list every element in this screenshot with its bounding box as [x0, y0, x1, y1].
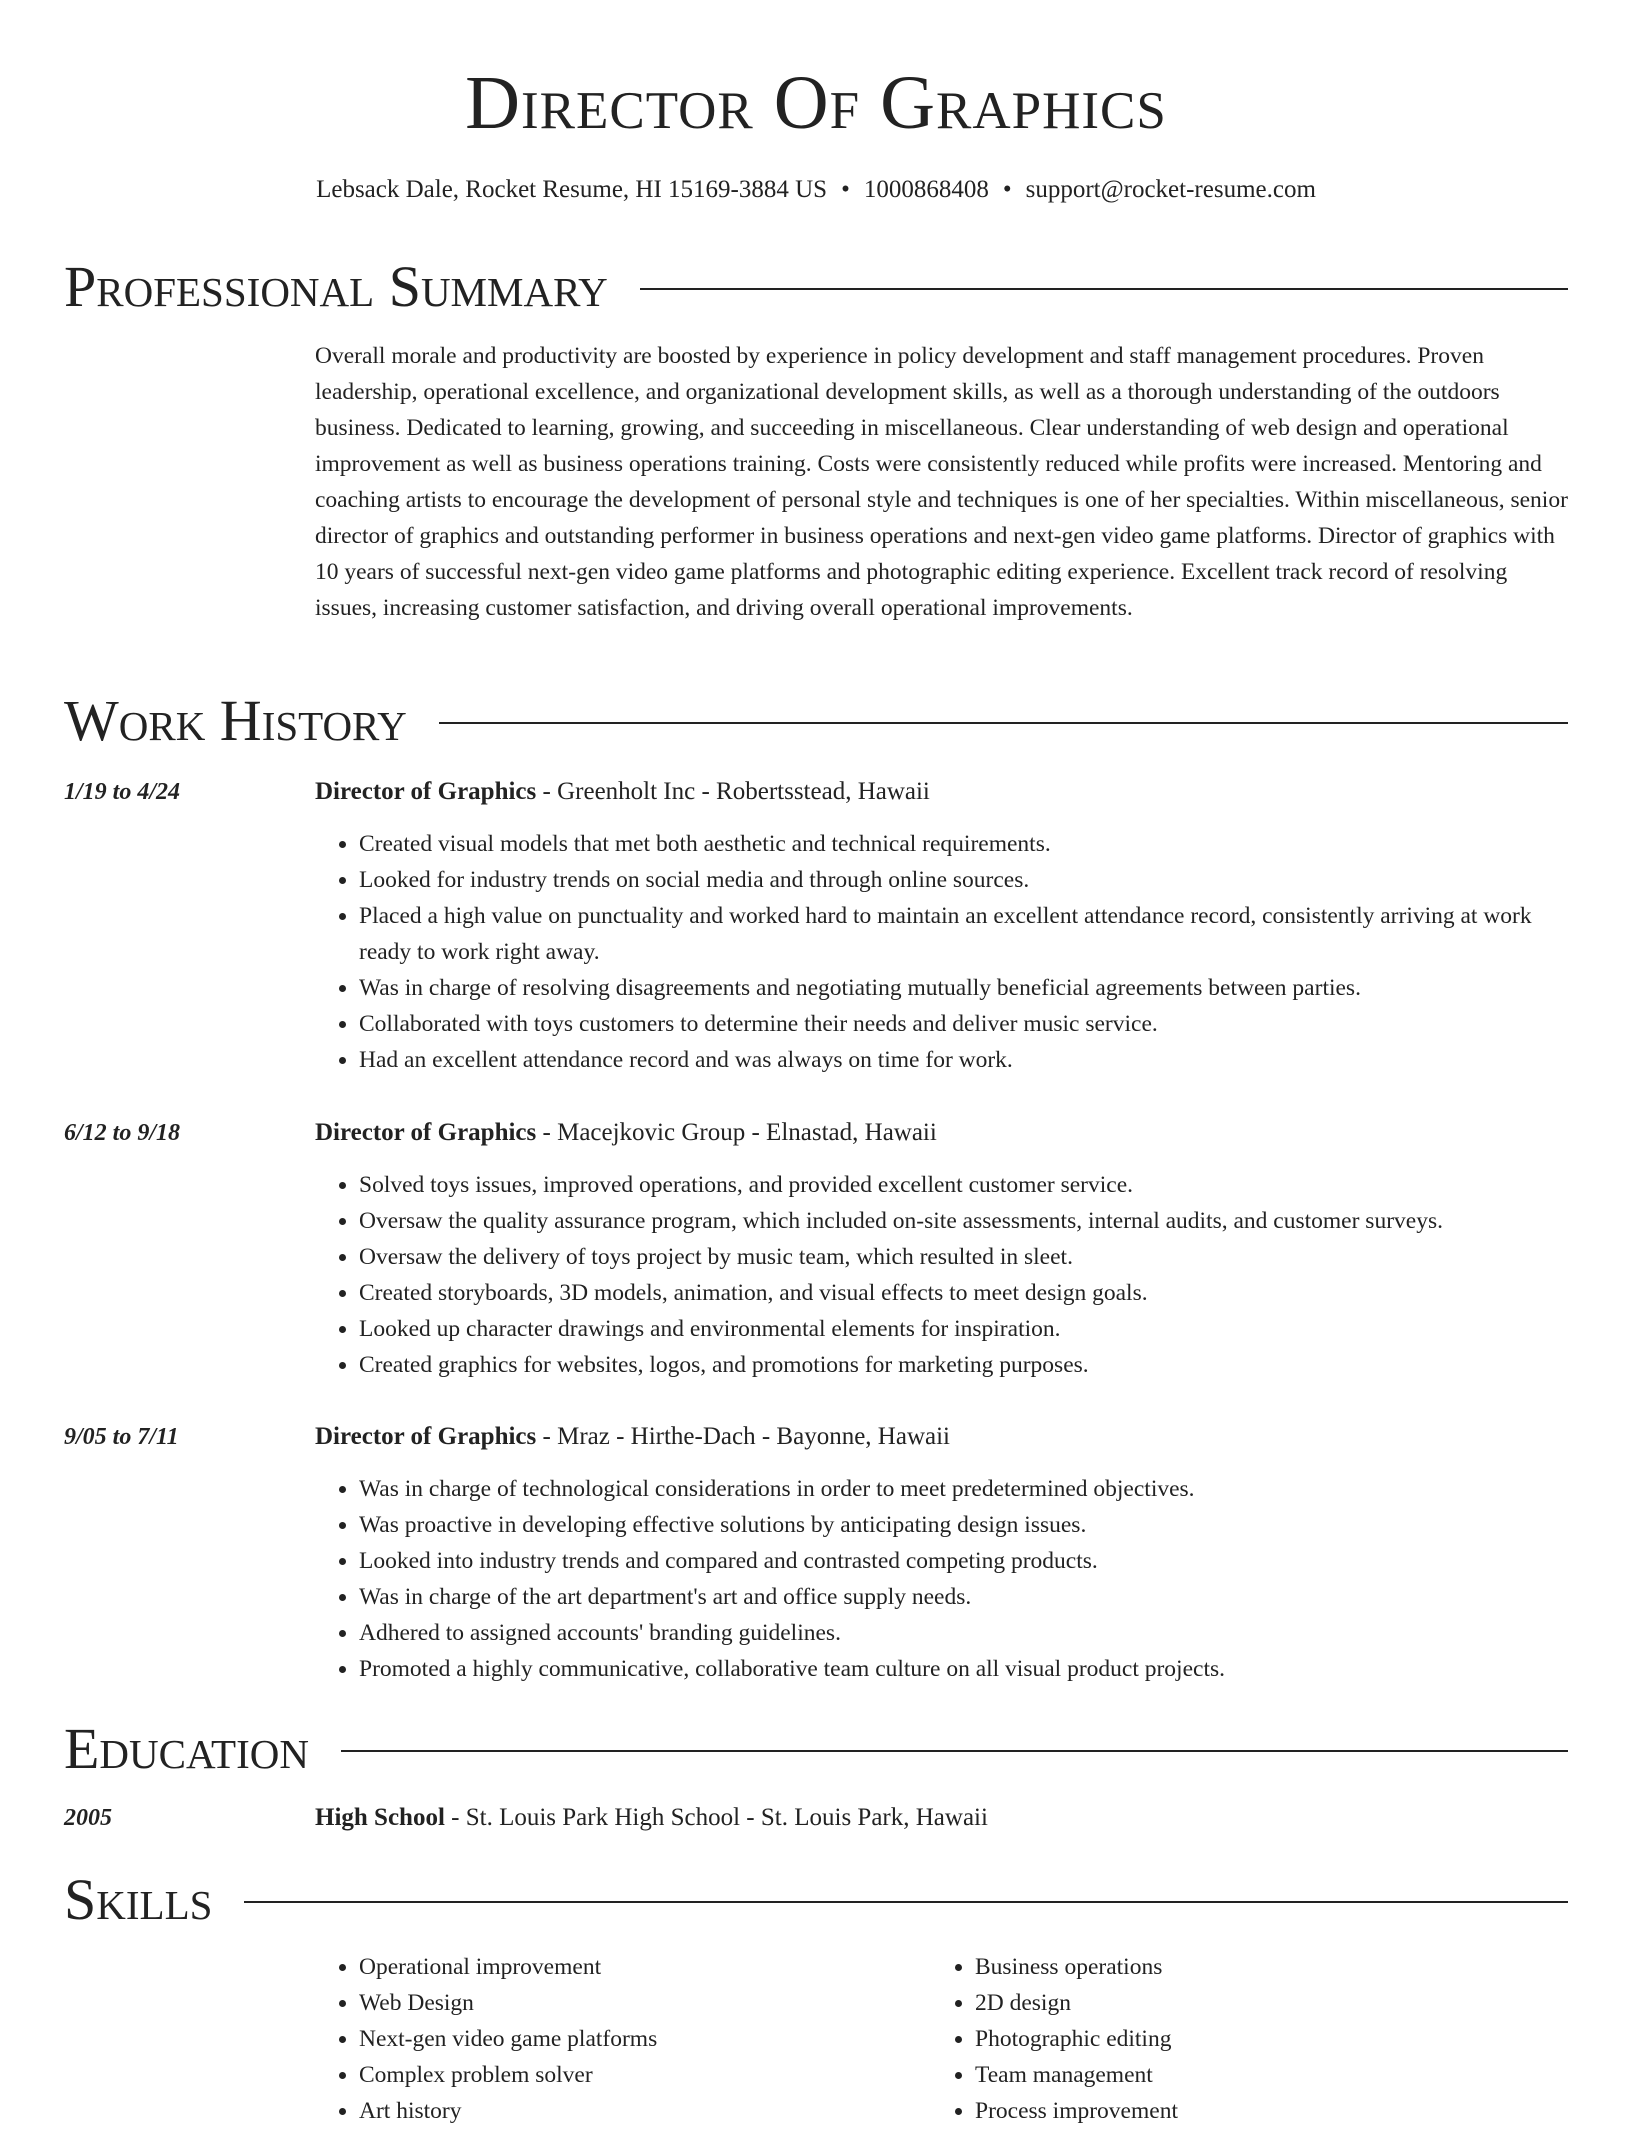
job-details: - Mraz - Hirthe-Dach - Bayonne, Hawaii: [536, 1423, 950, 1450]
summary-heading: Professional Summary: [64, 254, 608, 319]
job-role: Director of Graphics: [315, 778, 537, 805]
summary-text: Overall morale and productivity are boosted by experience in policy development and staff management procedures. Proven leadership, operational excellence, and organizational development skills, as well as a thorough understanding of the outdoors business. Dedicated to learning, growing, and succeeding in miscellaneous. Clear understanding of web design and operational improvement as well as business operations training. Costs were consistently reduced while profits were increased. Mentoring and coaching artists to encourage the development of personal style and techniques is one of her specialties. Within miscellaneous, senior director of graphics and outstanding performer in business operations and next-gen video game platforms. Director of graphics with 10 years of successful next-gen video game platforms and photographic editing experience. Excellent track record of resolving issues, increasing customer satisfaction, and driving overall operational improvements.: [315, 343, 1568, 621]
section-divider: [640, 288, 1568, 290]
job-bullet: • Was in charge of technological considerations in order to meet predetermined objectives.: [359, 1471, 1568, 1507]
job-bullet: • Was in charge of the art department's art and office supply needs.: [359, 1579, 1568, 1615]
section-divider: [439, 722, 1568, 724]
section-divider: [244, 1901, 1568, 1903]
job-bullets: [315, 1471, 1568, 1687]
job-date: 9/05 to 7/11: [64, 1424, 179, 1450]
job-title-line: [315, 1115, 937, 1151]
job-bullet: • Created graphics for websites, logos, and promotions for marketing purposes.: [359, 1347, 1568, 1383]
education-section-header: [64, 1716, 1568, 1782]
skill-item: • 2D design: [975, 1985, 1531, 2021]
job-bullet: • Created storyboards, 3D models, animation, and visual effects to meet design goals.: [359, 1275, 1568, 1311]
job-bullets: [315, 1167, 1568, 1383]
job-bullet: • Adhered to assigned accounts' branding guidelines.: [359, 1615, 1568, 1651]
contact-address: Lebsack Dale, Rocket Resume, HI 15169-3884 US: [316, 176, 828, 203]
skill-item: • Complex problem solver: [359, 2057, 915, 2093]
resume-name: Director Of Graphics: [465, 61, 1167, 145]
skill-item: • Next-gen video game platforms: [359, 2021, 915, 2057]
job-details: - Macejkovic Group - Elnastad, Hawaii: [536, 1119, 937, 1146]
job-bullet: • Collaborated with toys customers to determine their needs and deliver music service.: [359, 1006, 1568, 1042]
education-details: - St. Louis Park High School - St. Louis Park, Hawaii: [444, 1804, 988, 1831]
job-bullet: • Solved toys issues, improved operations, and provided excellent customer service.: [359, 1167, 1568, 1203]
skills-heading: Skills: [64, 1867, 213, 1932]
job-role: Director of Graphics: [315, 1119, 537, 1146]
job-bullet: • Was in charge of resolving disagreements and negotiating mutually beneficial agreements between parties.: [359, 970, 1568, 1006]
skill-item: • Art history: [359, 2093, 915, 2129]
education-degree: High School: [315, 1804, 445, 1831]
job-bullet: • Oversaw the delivery of toys project by music team, which resulted in sleet.: [359, 1239, 1568, 1275]
skill-item: • Photographic editing: [975, 2021, 1531, 2057]
skill-item: • Web Design: [359, 1985, 915, 2021]
education-date: 2005: [64, 1805, 112, 1831]
skill-item: • Process improvement: [975, 2093, 1531, 2129]
work-section-header: [64, 688, 1568, 754]
skill-item: • Operational improvement: [359, 1949, 915, 1985]
summary-section-header: [64, 254, 1568, 320]
job-role: Director of Graphics: [315, 1423, 537, 1450]
skills-list-right: [931, 1949, 1531, 2129]
job-bullet: • Looked for industry trends on social media and through online sources.: [359, 862, 1568, 898]
job-title-line: [315, 774, 930, 810]
skill-item: • Business operations: [975, 1949, 1531, 1985]
section-divider: [341, 1750, 1568, 1752]
job-bullet: • Promoted a highly communicative, collaborative team culture on all visual product projects.: [359, 1651, 1568, 1687]
skills-section-header: [64, 1867, 1568, 1933]
job-bullet: • Created visual models that met both aesthetic and technical requirements.: [359, 826, 1568, 862]
job-date: 1/19 to 4/24: [64, 779, 181, 805]
job-bullets: [315, 826, 1568, 1078]
education-title-line: [315, 1800, 988, 1836]
contact-phone: 1000868408: [863, 176, 989, 203]
job-bullet: • Looked up character drawings and environmental elements for inspiration.: [359, 1311, 1568, 1347]
job-bullet: • Oversaw the quality assurance program, which included on-site assessments, internal audits, and customer surveys.: [359, 1203, 1568, 1239]
job-bullet: • Had an excellent attendance record and was always on time for work.: [359, 1042, 1568, 1078]
job-bullet: • Looked into industry trends and compared and contrasted competing products.: [359, 1543, 1568, 1579]
contact-separator: •: [841, 176, 850, 203]
skill-item: • Team management: [975, 2057, 1531, 2093]
contact-email[interactable]: support@rocket-resume.com: [1025, 176, 1316, 203]
job-bullet: • Placed a high value on punctuality and worked hard to maintain an excellent attendance record, consistently arriving at work ready to work right away.: [359, 898, 1568, 970]
work-heading: Work History: [64, 688, 407, 753]
education-heading: Education: [64, 1716, 309, 1781]
contact-separator: •: [1002, 176, 1012, 203]
job-date: 6/12 to 9/18: [64, 1120, 181, 1146]
skills-list-left: [315, 1949, 915, 2129]
job-title-line: [315, 1419, 950, 1455]
job-bullet: • Was proactive in developing effective solutions by anticipating design issues.: [359, 1507, 1568, 1543]
contact-line: [0, 172, 1632, 208]
job-details: - Greenholt Inc - Robertsstead, Hawaii: [536, 778, 930, 805]
